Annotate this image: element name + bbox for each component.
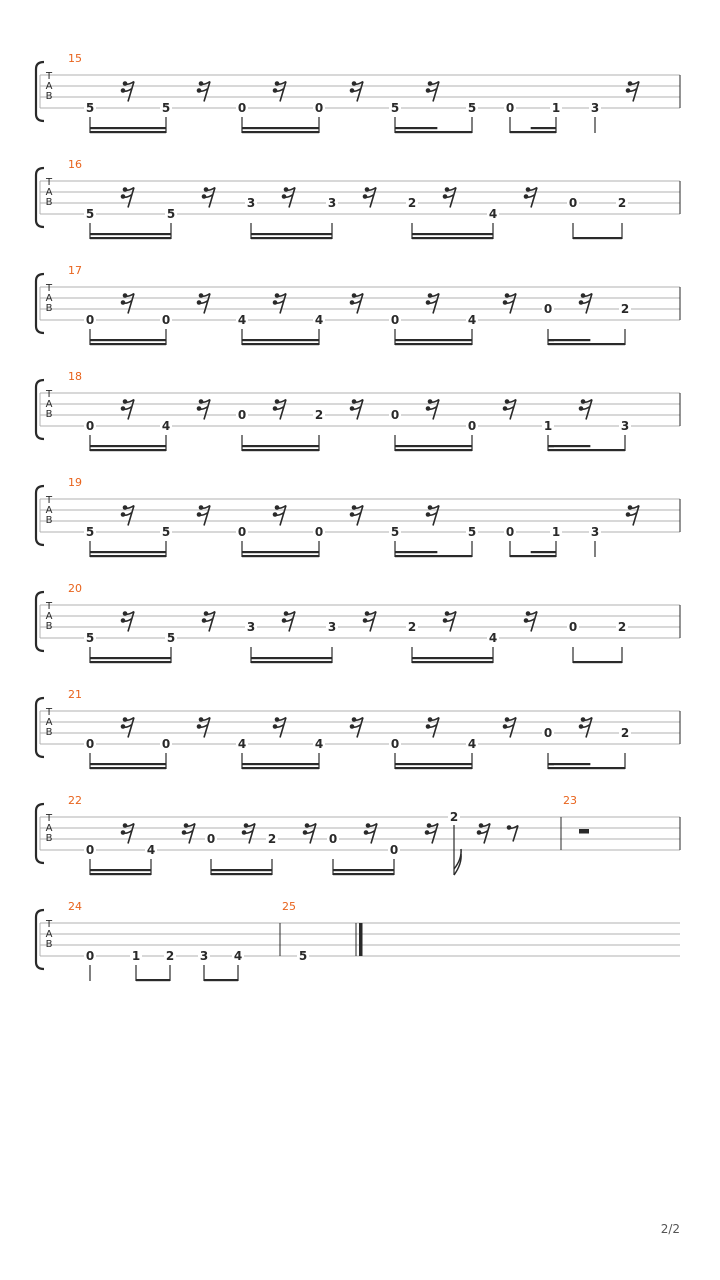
beam	[548, 339, 590, 341]
fret-number: 0	[237, 101, 247, 115]
fret-number: 4	[488, 631, 498, 645]
beam	[251, 233, 332, 235]
tab-clef-letter: T	[45, 601, 53, 612]
sixteenth-rest	[426, 505, 439, 525]
fret-number: 2	[617, 196, 627, 210]
sixteenth-rest	[273, 505, 286, 525]
fret-number: 0	[206, 832, 216, 846]
beam	[90, 445, 166, 447]
beam	[242, 339, 319, 341]
sixteenth-rest	[197, 293, 210, 313]
fret-number: 5	[85, 207, 95, 221]
beam	[90, 237, 171, 239]
tab-clef-letter: A	[45, 187, 53, 198]
sixteenth-rest	[303, 823, 316, 843]
fret-number: 5	[467, 525, 477, 539]
measure-number: 25	[282, 900, 296, 913]
tab-clef-letter: B	[45, 515, 53, 526]
fret-number: 0	[390, 313, 400, 327]
beam	[242, 131, 319, 133]
beam	[548, 343, 625, 345]
tab-clef-letter: A	[45, 717, 53, 728]
beam	[395, 339, 472, 341]
fret-number: 0	[328, 832, 338, 846]
tab-clef-letter: B	[45, 197, 53, 208]
measure-number: 23	[563, 794, 577, 807]
tab-clef-letter: T	[45, 71, 53, 82]
fret-number: 4	[146, 843, 156, 857]
beam	[395, 449, 472, 451]
sixteenth-rest	[626, 81, 639, 101]
fret-number: 2	[617, 620, 627, 634]
fret-number: 0	[543, 726, 553, 740]
beam	[90, 131, 166, 133]
fret-number: 0	[237, 408, 247, 422]
beam	[395, 131, 472, 133]
fret-number: 3	[246, 196, 256, 210]
beam	[395, 127, 437, 129]
fret-number: 5	[390, 525, 400, 539]
beam	[510, 555, 556, 557]
beam	[90, 661, 171, 663]
fret-number: 0	[568, 620, 578, 634]
sixteenth-rest	[350, 505, 363, 525]
sixteenth-rest	[273, 717, 286, 737]
fret-number: 4	[314, 313, 324, 327]
fret-number: 4	[161, 419, 171, 433]
fret-number: 2	[267, 832, 277, 846]
measure-number: 18	[68, 370, 82, 383]
tab-clef-letter: B	[45, 727, 53, 738]
sixteenth-rest	[363, 187, 376, 207]
fret-number: 5	[390, 101, 400, 115]
sixteenth-rest	[282, 611, 295, 631]
beam	[90, 555, 166, 557]
sixteenth-rest	[273, 399, 286, 419]
tab-clef-letter: A	[45, 505, 53, 516]
beam	[242, 767, 319, 769]
fret-number: 4	[488, 207, 498, 221]
fret-number: 1	[543, 419, 553, 433]
sixteenth-rest	[524, 187, 537, 207]
beam	[242, 763, 319, 765]
tab-clef-letter: T	[45, 707, 53, 718]
beam	[412, 657, 493, 659]
tab-clef-letter: A	[45, 929, 53, 940]
fret-number: 2	[165, 949, 175, 963]
fret-number: 5	[161, 525, 171, 539]
sixteenth-rest	[197, 81, 210, 101]
beam	[242, 445, 319, 447]
fret-number: 0	[543, 302, 553, 316]
measure-number: 16	[68, 158, 82, 171]
sixteenth-rest	[503, 293, 516, 313]
fret-number: 0	[161, 313, 171, 327]
sixteenth-rest	[364, 823, 377, 843]
final-barline-thick	[359, 923, 363, 956]
tab-clef-letter: T	[45, 177, 53, 188]
measure-number: 20	[68, 582, 82, 595]
fret-number: 0	[161, 737, 171, 751]
beam	[548, 767, 625, 769]
beam	[242, 555, 319, 557]
sixteenth-rest	[425, 823, 438, 843]
tab-clef-letter: T	[45, 389, 53, 400]
fret-number: 4	[233, 949, 243, 963]
fret-number: 0	[85, 419, 95, 433]
beam	[90, 763, 166, 765]
fret-number: 1	[551, 101, 561, 115]
sixteenth-rest	[579, 399, 592, 419]
beam	[510, 131, 556, 133]
sixteenth-rest	[121, 717, 134, 737]
measure-number: 17	[68, 264, 82, 277]
beam	[548, 445, 590, 447]
sixteenth-rest	[503, 717, 516, 737]
fret-number: 3	[199, 949, 209, 963]
fret-number: 3	[327, 620, 337, 634]
sixteenth-rest	[121, 611, 134, 631]
beam	[573, 237, 622, 239]
fret-number: 5	[85, 525, 95, 539]
sixteenth-rest	[121, 81, 134, 101]
sixteenth-rest	[579, 717, 592, 737]
beam-hook	[548, 339, 554, 341]
sixteenth-rest	[524, 611, 537, 631]
tab-clef-letter: A	[45, 399, 53, 410]
sixteenth-rest	[121, 399, 134, 419]
sixteenth-rest	[121, 187, 134, 207]
beam	[90, 127, 166, 129]
sixteenth-rest	[426, 399, 439, 419]
sixteenth-rest	[426, 81, 439, 101]
beam	[90, 551, 166, 553]
fret-number: 2	[449, 810, 459, 824]
sixteenth-rest	[242, 823, 255, 843]
sixteenth-rest	[426, 717, 439, 737]
measure-number: 21	[68, 688, 82, 701]
fret-number: 5	[85, 101, 95, 115]
measure-number: 22	[68, 794, 82, 807]
fret-number: 0	[237, 525, 247, 539]
beam	[90, 657, 171, 659]
fret-number: 2	[620, 726, 630, 740]
fret-number: 3	[327, 196, 337, 210]
fret-number: 3	[246, 620, 256, 634]
fret-number: 4	[237, 737, 247, 751]
fret-number: 2	[314, 408, 324, 422]
tab-clef-letter: T	[45, 283, 53, 294]
beam-hook	[548, 763, 554, 765]
sixteenth-rest	[273, 81, 286, 101]
fret-number: 0	[390, 737, 400, 751]
beam	[90, 343, 166, 345]
beam	[395, 767, 472, 769]
fret-number: 3	[590, 101, 600, 115]
fret-number: 0	[505, 101, 515, 115]
beam	[333, 869, 394, 871]
fret-number: 5	[161, 101, 171, 115]
measure-number: 19	[68, 476, 82, 489]
tab-clef-letter: A	[45, 293, 53, 304]
beam	[90, 873, 151, 875]
sixteenth-rest	[350, 293, 363, 313]
sixteenth-rest	[350, 399, 363, 419]
fret-number: 0	[467, 419, 477, 433]
sixteenth-rest	[350, 717, 363, 737]
tab-clef-letter: A	[45, 611, 53, 622]
fret-number: 1	[131, 949, 141, 963]
sixteenth-rest	[443, 611, 456, 631]
sixteenth-rest	[282, 187, 295, 207]
beam	[242, 449, 319, 451]
sixteenth-rest	[443, 187, 456, 207]
tab-clef-letter: B	[45, 91, 53, 102]
beam	[395, 343, 472, 345]
sixteenth-rest	[477, 823, 490, 843]
tab-clef-letter: A	[45, 823, 53, 834]
measure-number: 24	[68, 900, 82, 913]
fret-number: 3	[620, 419, 630, 433]
tab-clef-letter: T	[45, 919, 53, 930]
fret-number: 3	[590, 525, 600, 539]
fret-number: 2	[407, 620, 417, 634]
fret-number: 5	[85, 631, 95, 645]
page-number: 2/2	[660, 1222, 680, 1236]
fret-number: 4	[467, 313, 477, 327]
measure-number: 15	[68, 52, 82, 65]
tab-clef-letter: B	[45, 621, 53, 632]
beam	[90, 767, 166, 769]
beam	[242, 551, 319, 553]
beam	[211, 873, 272, 875]
beam	[242, 343, 319, 345]
whole-rest	[579, 829, 589, 834]
sixteenth-rest	[121, 505, 134, 525]
beam	[573, 661, 622, 663]
beam	[412, 233, 493, 235]
fret-number: 0	[505, 525, 515, 539]
tab-clef-letter: T	[45, 495, 53, 506]
fret-number: 0	[568, 196, 578, 210]
fret-number: 0	[85, 737, 95, 751]
tab-clef-letter: B	[45, 939, 53, 950]
fret-number: 0	[390, 408, 400, 422]
beam-hook	[548, 445, 554, 447]
sixteenth-rest	[503, 399, 516, 419]
beam	[90, 449, 166, 451]
beam	[531, 551, 556, 553]
fret-number: 5	[166, 207, 176, 221]
beam	[412, 237, 493, 239]
fret-number: 0	[314, 525, 324, 539]
sixteenth-rest	[182, 823, 195, 843]
beam	[333, 873, 394, 875]
beam	[211, 869, 272, 871]
tab-clef-letter: B	[45, 833, 53, 844]
sixteenth-rest	[350, 81, 363, 101]
beam	[395, 555, 472, 557]
fret-number: 0	[389, 843, 399, 857]
sixteenth-rest	[273, 293, 286, 313]
tab-clef-letter: B	[45, 409, 53, 420]
sixteenth-rest	[121, 823, 134, 843]
sixteenth-rest	[202, 611, 215, 631]
beam	[395, 445, 472, 447]
beam	[531, 127, 556, 129]
sixteenth-rest	[197, 399, 210, 419]
sixteenth-rest	[626, 505, 639, 525]
fret-number: 4	[314, 737, 324, 751]
note-flag	[454, 849, 461, 869]
tab-clef-letter: A	[45, 81, 53, 92]
sixteenth-rest	[197, 717, 210, 737]
sixteenth-rest	[426, 293, 439, 313]
sixteenth-rest	[363, 611, 376, 631]
beam	[90, 339, 166, 341]
fret-number: 0	[85, 313, 95, 327]
beam	[395, 763, 472, 765]
beam	[251, 237, 332, 239]
fret-number: 5	[298, 949, 308, 963]
beam	[548, 763, 590, 765]
beam	[395, 551, 437, 553]
fret-number: 5	[166, 631, 176, 645]
fret-number: 1	[551, 525, 561, 539]
beam	[548, 449, 625, 451]
beam	[204, 979, 238, 981]
fret-number: 2	[620, 302, 630, 316]
beam	[251, 661, 332, 663]
fret-number: 4	[237, 313, 247, 327]
sixteenth-rest	[197, 505, 210, 525]
sixteenth-rest	[579, 293, 592, 313]
sixteenth-rest	[121, 293, 134, 313]
fret-number: 0	[85, 843, 95, 857]
beam	[136, 979, 170, 981]
fret-number: 4	[467, 737, 477, 751]
beam	[251, 657, 332, 659]
beam	[90, 233, 171, 235]
fret-number: 2	[407, 196, 417, 210]
sixteenth-rest	[202, 187, 215, 207]
beam	[242, 127, 319, 129]
tab-clef-letter: T	[45, 813, 53, 824]
tab-clef-letter: B	[45, 303, 53, 314]
fret-number: 0	[314, 101, 324, 115]
fret-number: 0	[85, 949, 95, 963]
fret-number: 5	[467, 101, 477, 115]
beam	[90, 869, 151, 871]
beam	[412, 661, 493, 663]
